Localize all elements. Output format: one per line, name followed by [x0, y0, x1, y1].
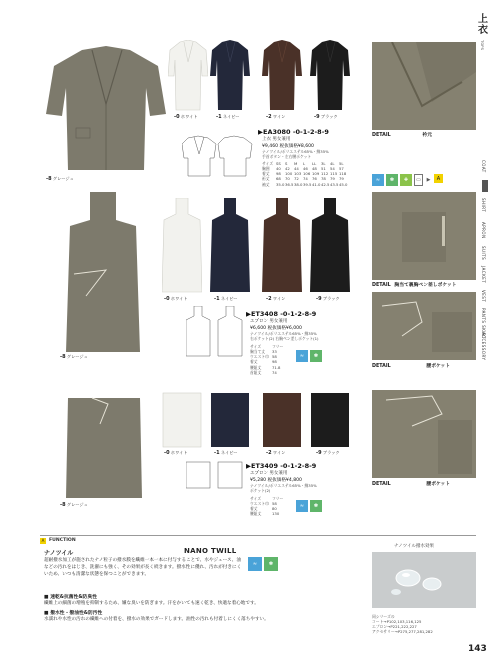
- matching-coat-link[interactable]: コート→P102,103,116,125: [372, 619, 422, 625]
- bib-apron-color-label-2: -2 ワイン: [266, 296, 286, 302]
- coat-color-label-9: -9 ブラック: [314, 114, 338, 120]
- sidebar-item-coat[interactable]: COAT: [481, 160, 486, 173]
- waist-apron-function-icons: [296, 500, 322, 512]
- bib-apron-white-photo: [162, 198, 202, 294]
- matching-series: 同シリーズの コート→P102,103,116,125 エプロン→P221,222,227 アクセサリー→P275,277,281,282: [372, 614, 433, 635]
- sidebar-item-suits[interactable]: SUITS: [481, 246, 486, 261]
- matching-apron-link[interactable]: エプロン→P221,222,227: [372, 624, 417, 630]
- function-divider: [40, 535, 476, 536]
- bib-apron-material: ナノツイル/ポリエステル65%・綿35%: [250, 331, 317, 336]
- bib-apron-type: エプロン 男女兼用: [250, 319, 288, 324]
- coat-line-drawing: [182, 134, 254, 178]
- bib-apron-color-label-1: -1 ネイビー: [214, 296, 238, 302]
- coat-size-row-1: 着丈 98 100 103 106 109 112 115 118: [262, 171, 347, 177]
- waist-apron-main-photo: [64, 396, 144, 500]
- bib-apron-function-icons: [296, 350, 322, 362]
- waist-apron-detail-label: DETAIL 腰ポケット: [372, 482, 451, 487]
- quick-dry-icon: ✽: [386, 174, 398, 186]
- coat-size-row-3: 袖丈 35.036.538.039.541.042.543.545.0: [262, 181, 348, 187]
- waist-apron-size-row-2: 腰紐丈 130: [250, 511, 280, 517]
- coat-detail-label: DETAIL 衿元: [372, 133, 432, 138]
- function-icons: [248, 557, 278, 571]
- function-title-jp: ナノツイル: [44, 550, 74, 557]
- water-repellent-icon: ≈: [296, 500, 308, 512]
- coat-material: ナノツイル/ポリエステル65%・綿35%: [262, 149, 329, 154]
- matching-accessory-link[interactable]: アクセサリー→P275,277,281,282: [372, 629, 433, 635]
- coat-detail-photo: [372, 42, 476, 130]
- coat-white-photo: [168, 40, 208, 112]
- coat-color-label-2: -2 ワイン: [266, 114, 286, 120]
- antibacterial-icon: ✚: [400, 174, 412, 186]
- quick-dry-icon: ✽: [264, 557, 278, 571]
- waist-apron-color-label-0: -0 ホワイト: [164, 450, 188, 456]
- sidebar: [481, 160, 495, 360]
- water-repellent-icon: ≈: [372, 174, 384, 186]
- bib-apron-size-row-0: 胸当て丈 33: [250, 349, 277, 355]
- coat-size-header-row: サイズ SS S M L LL 3L 4L 5L: [262, 161, 344, 166]
- coat-size-row-2: 裄丈 68 70 72 74 76 78 79 79: [262, 176, 344, 182]
- function-title-en: NANO TWILL: [184, 547, 237, 555]
- bib-apron-size-row-4: 首紐丈 74: [250, 369, 277, 375]
- waist-apron-navy-photo: [210, 392, 250, 448]
- coat-color-label-0: -0 ホワイト: [174, 114, 198, 120]
- bib-apron-main-color-label: -8 グレージュ: [60, 354, 88, 360]
- bib-apron-black-photo: [310, 198, 350, 294]
- waist-apron-wine-photo: [262, 392, 302, 448]
- waist-apron-line-drawing: [186, 460, 244, 490]
- waist-apron-note: ポケット(2): [250, 488, 271, 493]
- bib-apron-size-header: サイズ フリー: [250, 344, 284, 349]
- water-repellent-icon: ≈: [248, 557, 262, 571]
- function-header: A FUNCTION: [41, 538, 76, 544]
- bib-apron-note: 右ポケット(2) 右胸ペン差しポケット(1): [250, 336, 319, 341]
- waist-apron-main-color-label: -8 グレージュ: [60, 502, 88, 508]
- sidebar-item-apron[interactable]: APRON: [481, 222, 486, 239]
- waist-apron-size-table: [250, 496, 283, 517]
- sidebar-item-jacket[interactable]: JACKET: [481, 266, 486, 284]
- sidebar-item-vest[interactable]: VEST: [481, 290, 486, 303]
- waist-apron-size-row-1: 着丈 80: [250, 506, 277, 512]
- waist-apron-product-code: ▶ET3409 -0-1-2-8-9: [246, 462, 317, 470]
- function-point2-text: 水濡れや水性の汚れの繊維への付着を、撥水の効果でガードします。油性の汚れも付着しにくく落ちやすい。: [44, 617, 269, 622]
- bib-apron-detail-photo-2: [372, 292, 476, 360]
- function-point1-text: 繊維上の細菌の増殖を抑制するため、嫌な臭いを防ぎます。汗をかいても速く乾き、快適な着心地です。: [44, 601, 259, 606]
- bib-apron-product-code: ▶ET3408 -0-1-2-8-9: [246, 310, 317, 318]
- sidebar-item-pants[interactable]: PANTS SKIRT: [481, 308, 486, 339]
- coat-size-row-0: 胸囲 40 42 44 46 48 51 54 57: [262, 166, 344, 172]
- coat-type: 上衣 男女兼用: [262, 137, 291, 142]
- water-droplet-photo: [372, 552, 476, 608]
- coat-color-label-1: -1 ネイビー: [216, 114, 240, 120]
- waist-apron-size-header: サイズ フリー: [250, 496, 284, 501]
- function-point2-title: ■ 撥水性・撥油性&防汚性: [44, 611, 103, 616]
- coat-function-icons: [372, 174, 443, 186]
- category-title: 上衣: [478, 14, 488, 36]
- bib-apron-size-row-3: 腰紐丈 71.8: [250, 364, 281, 370]
- bib-apron-color-label-0: -0 ホワイト: [164, 296, 188, 302]
- water-repellent-icon: ≈: [296, 350, 308, 362]
- waist-apron-type: エプロン 男女兼用: [250, 471, 288, 476]
- bib-apron-size-row-1: ウエスト巾 58: [250, 354, 277, 360]
- bib-apron-color-label-9: -9 ブラック: [316, 296, 340, 302]
- bib-apron-wine-photo: [262, 198, 302, 294]
- page-number: 143: [468, 644, 487, 654]
- sidebar-item-accessory[interactable]: ACCESSORY: [481, 332, 486, 361]
- coat-product-code: ▶EA3080 -0-1-2-8-9: [258, 128, 329, 136]
- bib-apron-price: ¥6,600 税抜価格¥6,000: [250, 326, 302, 331]
- coat-main-color-label: -8 グレージュ: [46, 176, 74, 182]
- function-a-icon: A: [41, 538, 45, 543]
- bib-apron-detail-photo-1: [372, 192, 476, 280]
- waist-apron-color-label-1: -1 ネイビー: [214, 450, 238, 456]
- coat-price: ¥9,460 税抜価格¥8,600: [262, 144, 314, 149]
- coat-size-table: [262, 161, 348, 187]
- bib-apron-line-drawing: [186, 306, 244, 358]
- coat-wine-photo: [262, 40, 302, 112]
- category-title-en: TOPS: [480, 40, 485, 51]
- waist-apron-material: ナノツイル/ポリエステル65%・綿35%: [250, 483, 317, 488]
- waist-apron-detail-photo: [372, 390, 476, 478]
- bib-apron-navy-photo: [210, 198, 250, 294]
- bib-apron-main-photo: [66, 192, 140, 354]
- bib-apron-detail-label-2: DETAIL 腰ポケット: [372, 364, 451, 369]
- waist-apron-price: ¥5,280 税抜価格¥4,800: [250, 478, 302, 483]
- size-check-icon: ▭: [414, 174, 423, 186]
- function-point1-title: ■ 速乾&抗菌性&防臭性: [44, 595, 97, 600]
- sidebar-active-marker: [482, 180, 488, 192]
- arrow-right-icon: ▶: [425, 174, 432, 186]
- grade-a-icon: A: [434, 174, 443, 183]
- quick-dry-icon: ✽: [310, 500, 322, 512]
- water-effect-label: ナノツイル撥水効果: [394, 544, 434, 549]
- function-body: 超耐撥水加工が施されたナノ粒子の撥水膜を繊維一本一本に付与することで、水やジュース、油などの汚れをはじき、洗濯にも強く、その効果が長く続きます。撥水性に優れ、汚れが付きにくいため、いつも清潔な状態を保つことができます。: [44, 558, 242, 578]
- coat-note: 手首ボタン・左右腰ポケット: [262, 154, 312, 159]
- quick-dry-icon: ✽: [310, 350, 322, 362]
- waist-apron-size-row-0: ウエスト巾 58: [250, 501, 277, 507]
- bib-apron-size-row-2: 着丈 98: [250, 359, 277, 365]
- sidebar-item-shirt[interactable]: SHIRT: [481, 198, 486, 213]
- waist-apron-black-photo: [310, 392, 350, 448]
- coat-main-photo: [42, 44, 170, 174]
- waist-apron-color-label-2: -2 ワイン: [266, 450, 286, 456]
- bib-apron-detail-label-1: DETAIL 胸当て裏胸ペン差しポケット: [372, 283, 457, 288]
- waist-apron-color-label-9: -9 ブラック: [316, 450, 340, 456]
- coat-black-photo: [310, 40, 350, 112]
- coat-navy-photo: [210, 40, 250, 112]
- bib-apron-size-table: [250, 344, 283, 375]
- waist-apron-white-photo: [162, 392, 202, 448]
